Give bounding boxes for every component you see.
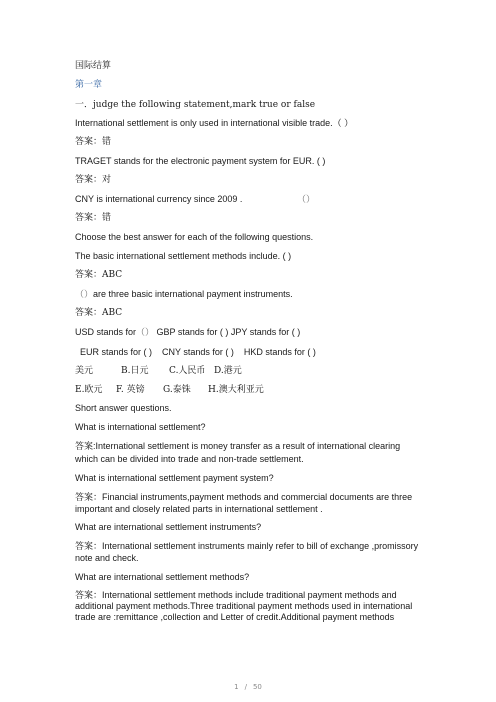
question-2: TRAGET stands for the electronic payment system for EUR. ( ) — [75, 155, 326, 166]
options-row-2 — [75, 384, 420, 396]
answer-3: 答案：错 — [75, 213, 112, 224]
short-answer-3: 答案：International settlement instruments mainly refer to bill of exchange ,promissory note and check. — [75, 541, 419, 564]
question-3 — [75, 193, 420, 206]
page-separator: / — [244, 683, 247, 691]
question-6-line-2: EUR stands for ( ) CNY stands for ( ) HKD stands for ( ) — [75, 346, 316, 357]
chapter-heading: 第一章 — [75, 79, 103, 90]
page-total: 50 — [252, 683, 262, 691]
option-e: E.欧元 — [75, 384, 103, 395]
answer-1: 答案：错 — [75, 137, 112, 148]
document-body — [75, 60, 420, 630]
question-3-text: CNY is international currency since 2009 . — [75, 193, 243, 204]
answer-2: 答案：对 — [75, 174, 112, 185]
option-c: C.人民币 — [169, 365, 206, 376]
question-6-usd: USD stands for — [75, 327, 137, 338]
question-4: The basic international settlement methods include. ( ) — [75, 250, 292, 261]
short-answer-intro: Short answer questions. — [75, 403, 172, 414]
section-heading-text: 一．judge the following statement,mark true or false — [75, 99, 316, 110]
question-6-rest: GBP stands for ( ) JPY stands for ( ) — [154, 327, 301, 338]
document-title: 国际结算 — [75, 61, 112, 71]
question-5-text: are three basic international payment instruments. — [93, 288, 293, 299]
option-a: 美元 — [75, 365, 94, 376]
question-3-blank: （） — [296, 194, 315, 205]
short-answer-1 — [75, 440, 420, 465]
option-d: D.港元 — [214, 365, 242, 376]
question-6-line-1 — [75, 326, 420, 339]
section-heading-true-false — [75, 98, 420, 111]
short-question-2: What is international settlement payment system? — [75, 472, 274, 483]
option-g: G.泰铢 — [163, 384, 191, 395]
page-number: 1 — [234, 683, 239, 691]
page-footer — [0, 683, 496, 691]
answer-4: 答案：ABC — [75, 269, 123, 280]
options-row-1 — [75, 365, 420, 377]
answer-5: 答案：ABC — [75, 308, 123, 319]
short-answer-1-text: :International settlement is money transfer as a result of international clearing which can be divided into trade and non-trade settlement. — [75, 440, 401, 464]
question-1: International settlement is only used in international visible trade.（ ） — [75, 118, 354, 129]
short-question-1: What is international settlement? — [75, 422, 206, 433]
short-question-4: What are international settlement methods? — [75, 571, 250, 582]
question-5 — [75, 288, 420, 301]
short-question-3: What are international settlement instruments? — [75, 522, 262, 533]
question-5-blank: （） — [75, 289, 94, 300]
short-answer-4: 答案：International settlement methods include traditional payment methods and additional payment methods.Three traditional payment methods used in international trade are :remittance ,collection and Letter of credit.Additional payment methods — [75, 589, 413, 622]
short-answer-1-label: 答案 — [75, 441, 94, 452]
option-b: B.日元 — [121, 365, 149, 376]
option-h: H.澳大利亚元 — [208, 384, 264, 395]
option-f: F. 英镑 — [116, 384, 145, 395]
short-answer-2: 答案：Financial instruments,payment methods and commercial documents are three important and closely related parts in international settlement . — [75, 491, 413, 514]
question-6-blank: （） — [136, 328, 155, 339]
multiple-choice-intro: Choose the best answer for each of the following questions. — [75, 232, 314, 243]
